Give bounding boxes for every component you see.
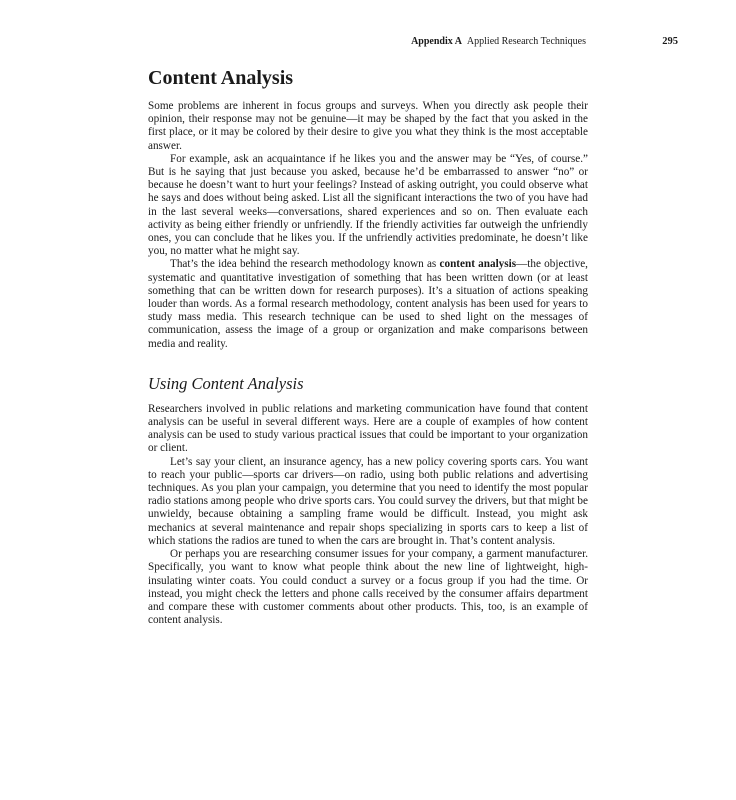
- page-body: [148, 64, 588, 627]
- section-title: Content Analysis: [148, 67, 294, 89]
- body-paragraph: Let’s say your client, an insurance agency, has a new policy covering sports cars. You want to reach your public—sports car drivers—on radio, using both public relations and advertising techniques. As you plan your campaign, you determine that you need to identify the most popular radio stations among people who drive sports cars. You could survey the drivers, but that might be unwieldy, because obtaining a sampling frame would be difficult. Instead, you might ask mechanics at several maintenance and repair shops specializing in sports cars to keep a list of which stations the radios are tuned to when the cars are brought in. That’s content analysis.: [148, 455, 588, 547]
- body-paragraph: Researchers involved in public relations and marketing communication have found that content analysis can be useful in several different ways. Here are a couple of examples of how content analysis can be used to study various practical issues that could be important to your organization or client.: [148, 402, 588, 455]
- running-head: [148, 36, 678, 50]
- body-paragraph: Some problems are inherent in focus groups and surveys. When you directly ask people their opinion, their response may not be genuine—it may be shaped by the fact that you asked in the first place, or it may be colored by their desire to give you what they think is the most acceptable answer.: [148, 100, 588, 152]
- running-head-label: [411, 36, 586, 47]
- section-spacer: [148, 351, 588, 373]
- body-paragraph: [148, 258, 588, 350]
- paragraph-text: That’s the idea behind the research methodology known as: [170, 258, 440, 271]
- body-paragraph: Or perhaps you are researching consumer issues for your company, a garment manufacturer. Specifically, you want to know what people think about the new line of lightweight, high-insulating winter coats. You could conduct a survey or a focus group if you had the time. Or instead, you might check the letters and phone calls received by the consumer affairs department and compare these with customer comments about other products. This, too, is an example of content analysis.: [148, 548, 588, 627]
- chapter-title: Applied Research Techniques: [466, 36, 586, 47]
- page-number: 295: [662, 36, 678, 47]
- appendix-label: Appendix A: [411, 36, 462, 47]
- key-term: content analysis: [439, 258, 517, 271]
- subsection-title: Using Content Analysis: [148, 373, 304, 393]
- body-paragraph: For example, ask an acquaintance if he likes you and the answer may be “Yes, of course.” But is he saying that just because you asked, because he’d be embarrassed to answer “no” or because he doesn’t want to hurt your feelings? Instead of asking outright, you could observe what he says and does without being asked. List all the significant interactions the two of you have had in the last several weeks—conversations, shared experiences and so on. Then evaluate each activity as being either friendly or unfriendly. If the friendly activities far outweigh the unfriendly ones, you can conclude that he likes you. If the unfriendly activities predominate, he doesn’t like you, no matter what he might say.: [148, 152, 588, 258]
- paragraph-text: —the objective, systematic and quantitative investigation of something that has been written down (or at least something that can be written down for research purposes). It’s a situation of actions speaking louder than words. As a formal research methodology, content analysis has been used for years to study mass media. This research technique can be used to shed light on the messages of communication, assess the image of a group or organization and make comparisons between media and reality.: [148, 258, 588, 350]
